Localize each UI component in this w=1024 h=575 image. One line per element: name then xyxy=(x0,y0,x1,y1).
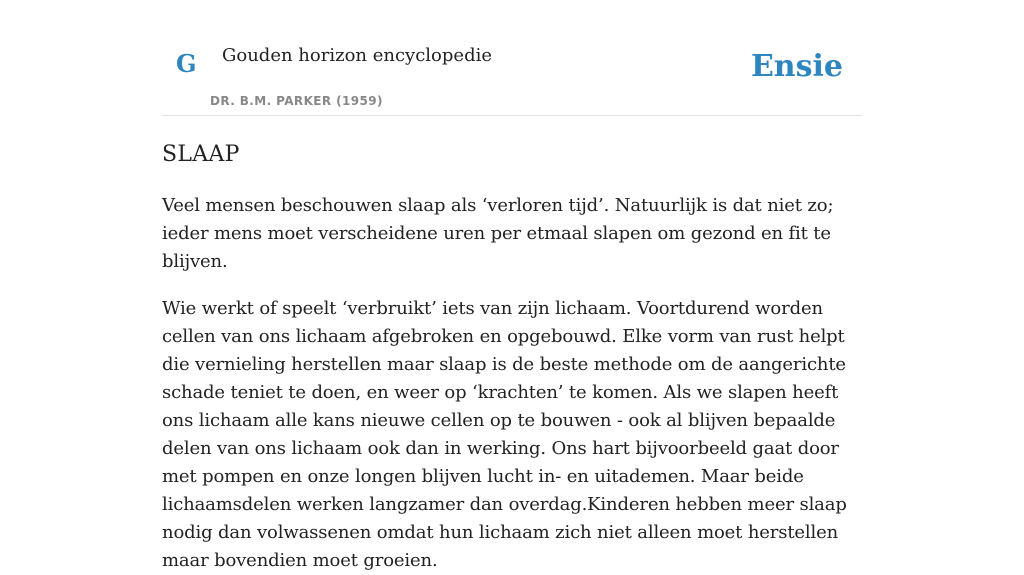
source-logo-icon[interactable]: G xyxy=(176,49,197,78)
source-title-link[interactable]: Gouden horizon encyclopedie xyxy=(222,45,492,66)
source-author: DR. B.M. PARKER (1959) xyxy=(210,94,383,108)
content-container xyxy=(162,0,862,575)
source-header xyxy=(162,0,862,116)
entry-paragraph-1: Veel mensen beschouwen slaap als ‘verloren tijd’. Natuurlijk is dat niet zo; ieder mens moet verscheidene uren per etmaal slapen om gezond en fit te blijven. xyxy=(162,195,834,273)
entry-paragraph-2: Wie werkt of speelt ‘verbruikt’ iets van zijn lichaam. Voortdurend worden cellen van ons lichaam afgebroken en opgebouwd. Elke vorm van rust helpt die vernieling herstellen maar slaap is de beste methode om de aangerichte schade teniet te doen, en weer op ‘krachten’ te komen. Als we slapen heeft ons lichaam alle kans nieuwe cellen op te bouwen - ook al blijven bepaalde delen van ons lichaam ook dan in werking. Ons hart bijvoorbeeld gaat door met pompen en onze longen blijven lucht in- en uitademen. Maar beide lichaamsdelen werken langzamer dan overdag.Kinderen hebben meer slaap nodig dan volwassenen omdat hun lichaam zich niet alleen moet herstellen maar bovendien moet groeien. xyxy=(162,298,847,572)
entry-title: SLAAP xyxy=(162,142,240,167)
ensie-logo-link[interactable]: Ensie xyxy=(750,49,843,84)
